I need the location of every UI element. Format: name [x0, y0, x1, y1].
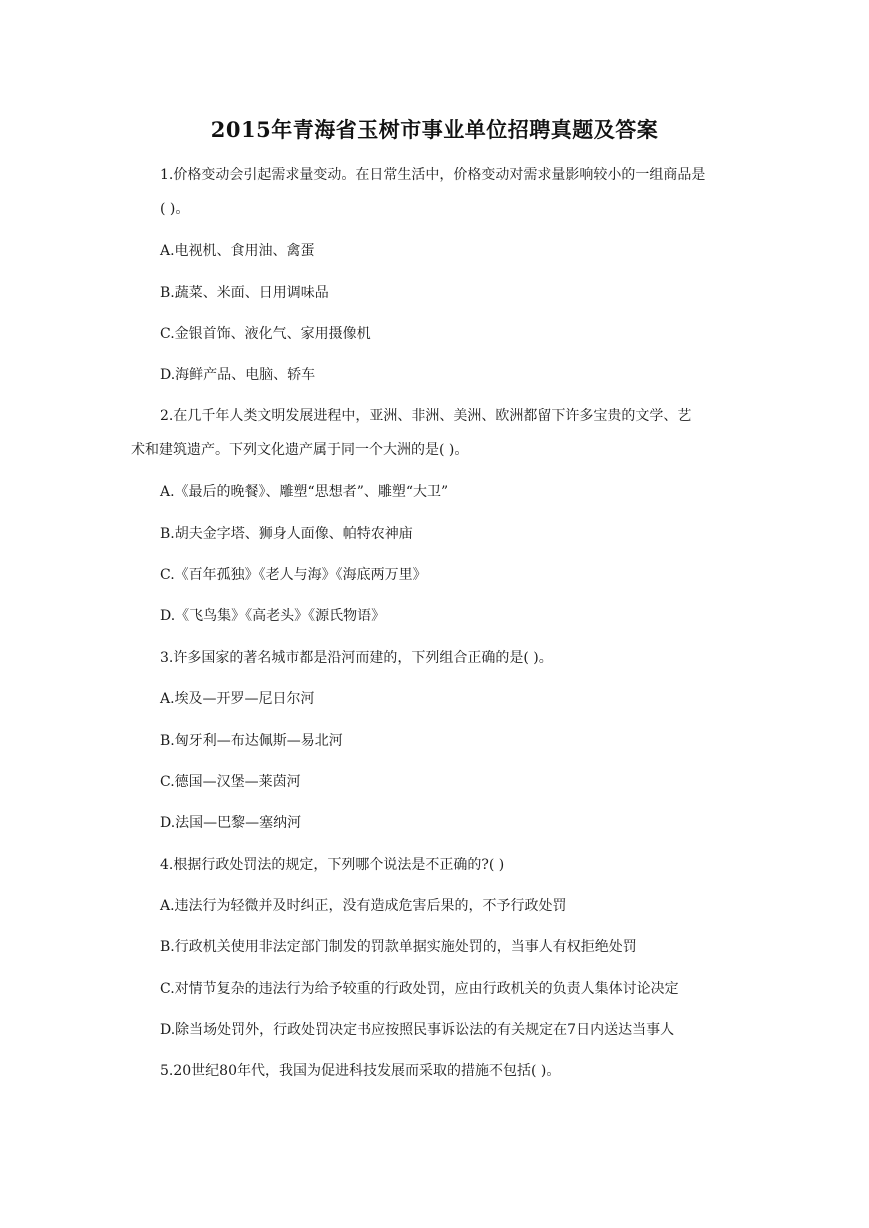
question-2-option-d: D.《飞鸟集》《高老头》《源氏物语》: [160, 608, 386, 624]
question-1-option-c: C.金银首饰、液化气、家用摄像机: [160, 326, 371, 342]
question-4-option-d: D.除当场处罚外，行政处罚决定书应按照民事诉讼法的有关规定在7日内送达当事人: [160, 1022, 675, 1038]
question-1-option-a: A.电视机、食用油、禽蛋: [160, 243, 315, 259]
question-2-option-a: A.《最后的晚餐》、雕塑“思想者”、雕塑“大卫”: [160, 484, 449, 500]
question-2-stem-line1: 2.在几千年人类文明发展进程中，亚洲、非洲、美洲、欧洲都留下许多宝贵的文学、艺: [160, 408, 692, 424]
question-5-stem: 5.20世纪80年代，我国为促进科技发展而采取的措施不包括( )。: [160, 1063, 561, 1079]
question-1-stem-line2: ( )。: [160, 201, 190, 217]
question-1-stem-line1: 1.价格变动会引起需求量变动。在日常生活中，价格变动对需求量影响较小的一组商品是: [160, 167, 706, 183]
page-title: 2015年青海省玉树市事业单位招聘真题及答案: [210, 117, 659, 142]
question-1-option-d: D.海鲜产品、电脑、轿车: [160, 367, 316, 383]
question-2-stem-line2: 术和建筑遗产。下列文化遗产属于同一个大洲的是( )。: [131, 442, 469, 458]
question-3-option-c: C.德国—汉堡—莱茵河: [160, 774, 301, 790]
question-4-option-a: A.违法行为轻微并及时纠正，没有造成危害后果的，不予行政处罚: [160, 898, 567, 914]
question-3-option-a: A.埃及—开罗—尼日尔河: [160, 691, 315, 707]
question-4-stem: 4.根据行政处罚法的规定，下列哪个说法是不正确的?( ): [160, 857, 505, 873]
question-3-option-b: B.匈牙利—布达佩斯—易北河: [160, 733, 343, 749]
question-2-option-b: B.胡夫金字塔、狮身人面像、帕特农神庙: [160, 526, 413, 542]
question-3-option-d: D.法国—巴黎—塞纳河: [160, 815, 302, 831]
question-1-option-b: B.蔬菜、米面、日用调味品: [160, 285, 329, 301]
question-2-option-c: C.《百年孤独》《老人与海》《海底两万里》: [160, 567, 427, 583]
question-4-option-b: B.行政机关使用非法定部门制发的罚款单据实施处罚的，当事人有权拒绝处罚: [160, 939, 637, 955]
question-3-stem: 3.许多国家的著名城市都是沿河而建的，下列组合正确的是( )。: [160, 650, 553, 666]
question-4-option-c: C.对情节复杂的违法行为给予较重的行政处罚，应由行政机关的负责人集体讨论决定: [160, 981, 679, 997]
